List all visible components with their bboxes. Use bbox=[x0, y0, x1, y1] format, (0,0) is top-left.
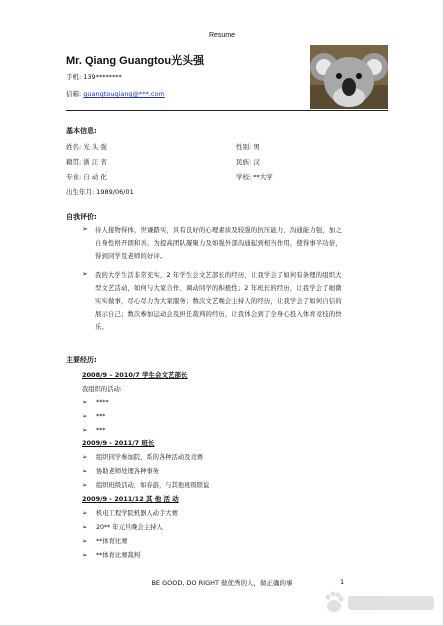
basic-ethnicity: 民族: 汉 bbox=[236, 158, 260, 166]
list-item: ➢ *** bbox=[82, 426, 106, 434]
triangle-bullet-icon: ➢ bbox=[82, 412, 88, 420]
triangle-bullet-icon: ➢ bbox=[82, 398, 88, 406]
list-item: ➢ **体育比赛裁判 bbox=[82, 551, 141, 559]
paw-watermark-icon bbox=[322, 586, 440, 620]
list-item: ➢ 20** 年元旦晚会主持人 bbox=[82, 523, 163, 531]
list-item: ➢ 组织班级活动，如春游，与其他班级联谊 bbox=[82, 481, 210, 489]
triangle-bullet-icon: ➢ bbox=[82, 523, 88, 531]
resume-name: Mr. Qiang Guangtou光头强 bbox=[66, 55, 205, 67]
watermark-logo bbox=[322, 586, 440, 620]
triangle-bullet-icon: ➢ bbox=[82, 270, 88, 278]
evaluation-paragraph-1 bbox=[95, 224, 385, 263]
koala-photo bbox=[310, 45, 388, 109]
evaluation-line: 乐。 bbox=[95, 324, 108, 331]
email-line bbox=[66, 89, 165, 98]
triangle-bullet-icon: ➢ bbox=[82, 551, 88, 559]
triangle-bullet-icon: ➢ bbox=[82, 537, 88, 545]
phone-label: 手机: bbox=[66, 73, 82, 81]
phone-line bbox=[66, 72, 122, 81]
email-label: 信箱: bbox=[66, 90, 82, 98]
basic-major: 专业: 自 动 化 bbox=[66, 173, 107, 181]
phone-value: 139******** bbox=[83, 73, 122, 81]
list-item: ➢ 协助老师处理各种事务 bbox=[82, 467, 159, 475]
basic-info-heading: 基本信息: bbox=[66, 127, 97, 135]
basic-name: 姓名: 光 头 强 bbox=[66, 143, 107, 151]
page-header-title: Resume bbox=[208, 32, 236, 39]
list-item: ➢ **体育比赛 bbox=[82, 537, 128, 545]
evaluation-line: 我的大学生活非常充实，2 年学生会文艺部长的经历，让我学会了如何有条理的组织大 bbox=[95, 272, 342, 279]
footer-motto: BE GOOD, DO RIGHT 做优秀的人，做正确的事 bbox=[151, 579, 293, 587]
experience-group-title: 2009/9 - 2011/7 班长 bbox=[82, 439, 155, 447]
list-item: ➢ **** bbox=[82, 398, 109, 406]
basic-gender: 性别: 男 bbox=[236, 143, 260, 151]
evaluation-line: 得到同学及老师的好评。 bbox=[95, 253, 167, 260]
experience-heading: 主要经历: bbox=[66, 356, 97, 364]
list-item: ➢ 组织同学参加院、系的各种活动及竞赛 bbox=[82, 453, 204, 461]
basic-school: 学校: **大学 bbox=[236, 173, 273, 181]
header-divider bbox=[66, 110, 388, 111]
evaluation-paragraph-2 bbox=[95, 269, 385, 334]
experience-group-title: 2009/9 - 2011/12 其 他 活 动 bbox=[82, 495, 179, 503]
evaluation-line: 型文艺活动，如何与大家合作、调动同学的积极性；2 年班长的经历，让我学会了细微 bbox=[95, 285, 342, 292]
evaluation-heading: 自我评价: bbox=[66, 213, 97, 221]
experience-group-intro: 我组织的活动: bbox=[82, 386, 122, 393]
triangle-bullet-icon: ➢ bbox=[82, 453, 88, 461]
email-link[interactable]: guangtouqiang@***.com bbox=[83, 90, 165, 98]
evaluation-line: 实实做事，尽心尽力为大家服务；数次文艺晚会主持人的经历，让我学会了如何自信的 bbox=[95, 298, 342, 305]
koala-photo-icon bbox=[310, 45, 388, 109]
evaluation-line: 待人接物得体，世谦踏实，具有良好的心理素质及较强的抗压能力，沟通能力强，加之 bbox=[95, 227, 342, 234]
evaluation-line: 展示自己；数次参加运动会及担任裁判的经历，让我体会到了全身心投入体育竞技的快 bbox=[95, 311, 342, 318]
triangle-bullet-icon: ➢ bbox=[82, 509, 88, 517]
basic-birth: 出生年月: 1989/06/01 bbox=[66, 188, 134, 196]
page-number: 1 bbox=[340, 578, 345, 586]
triangle-bullet-icon: ➢ bbox=[82, 481, 88, 489]
triangle-bullet-icon: ➢ bbox=[82, 467, 88, 475]
list-item: ➢ *** bbox=[82, 412, 106, 420]
list-item: ➢ 机电工程学院机器人动手大赛 bbox=[82, 509, 178, 517]
basic-hometown: 籍贯: 浙 江 省 bbox=[66, 158, 107, 166]
evaluation-line: 自身性格开朗和善，为提高团队凝聚力及如强外部沟通起到相当作用，使得事半功倍， bbox=[95, 240, 342, 247]
experience-group-title: 2008/9 – 2010/7 学生会文艺部长 bbox=[82, 371, 188, 379]
triangle-bullet-icon: ➢ bbox=[82, 225, 88, 233]
triangle-bullet-icon: ➢ bbox=[82, 426, 88, 434]
